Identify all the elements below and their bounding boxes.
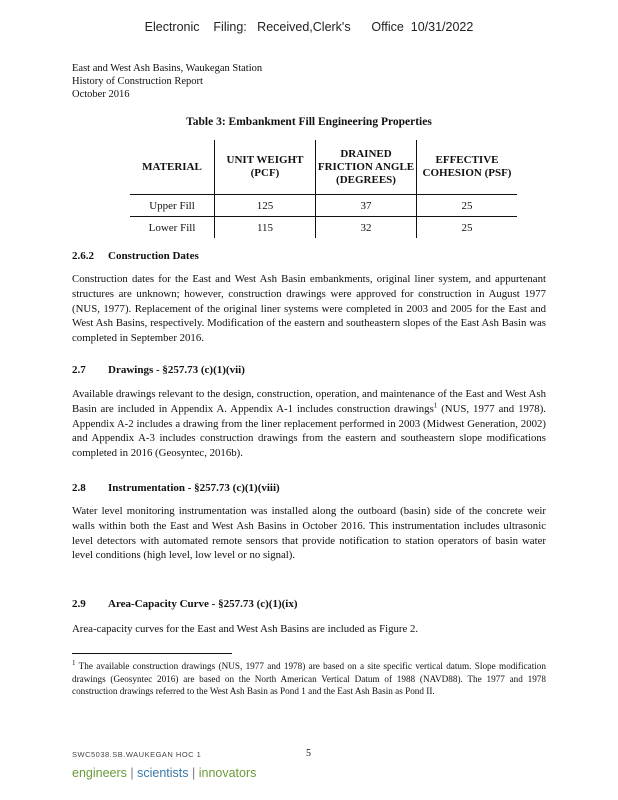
footer-tagline [72, 766, 256, 780]
section-title: Construction Dates [108, 250, 199, 262]
table-row [130, 195, 517, 217]
column-header: UNIT WEIGHT (PCF) [215, 140, 316, 195]
section-number: 2.7 [72, 364, 86, 376]
table-cell: 25 [417, 217, 518, 239]
engineering-properties-table [130, 140, 517, 238]
efiling-stamp: Electronic Filing: Received,Clerk's Office 10/31/2022 [144, 20, 474, 34]
footnote-reference[interactable]: 1 [433, 401, 438, 410]
paragraph-construction-dates: Construction dates for the East and West Ash Basin embankments, original liner system, and appurtenant structures are unknown; however, construction drawings were approved for construction in August 1977 (NUS, 1977). Replacement of the original liner systems were completed in 2003 and 2005 for the East and West Ash Basins, respectively. Modification of the eastern and southeastern slopes of the East Ash Basin was completed in September 2016. [72, 273, 546, 345]
section-heading-instrumentation [72, 482, 280, 494]
table-cell: Lower Fill [148, 221, 196, 234]
paragraph-text: Available drawings relevant to the design, construction, operation, and maintenance of the East and West Ash Basin are included in Appendix A. Appendix A-1 includes construction drawings [72, 388, 546, 415]
paragraph-drawings [72, 387, 546, 461]
tagline-separator: | [126, 766, 138, 780]
footnote-text: The available construction drawings (NUS, 1977 and 1978) are based on a site specific vertical datum. Slope modification drawings (Geosyntec 2016) are based on the North American Vertical Datum of 1988 (NAVD88). The 1977 and 1978 construction drawings referred to the West Ash Basin as Pond 1 and the East Ash Basin as Pond II. [72, 661, 546, 696]
paragraph-text: (NUS, 1977 and 1978). Appendix A-2 includes a drawing from the liner replacement performed in 2003 (Midwest Generation, 2002) and Appendix A-3 includes construction drawings from the eastern and southeastern slope modifications completed in 2016 (Geosyntec, 2016b). [72, 402, 546, 460]
table-cell: 32 [316, 217, 417, 239]
tagline-scientists: scientists [137, 766, 189, 780]
section-heading-area-capacity [72, 598, 298, 610]
tagline-separator: | [188, 766, 199, 780]
table-cell: 25 [417, 195, 518, 217]
section-title: Drawings - §257.73 (c)(1)(vii) [108, 364, 245, 376]
table-row [130, 217, 517, 239]
column-header: MATERIAL [130, 140, 215, 195]
table-cell: 115 [215, 217, 316, 239]
header-report-title: History of Construction Report [72, 76, 203, 87]
section-heading-construction-dates [72, 250, 199, 262]
section-title: Area-Capacity Curve - §257.73 (c)(1)(ix) [108, 598, 298, 610]
section-number: 2.6.2 [72, 250, 94, 262]
footer-document-code: SWC5038.SB.WAUKEGAN HOC 1 [72, 750, 202, 759]
header-date: October 2016 [72, 89, 130, 100]
table-cell: 37 [316, 195, 417, 217]
section-heading-drawings [72, 364, 245, 376]
header-project: East and West Ash Basins, Waukegan Station [72, 63, 263, 74]
paragraph-area-capacity: Area-capacity curves for the East and West Ash Basins are included as Figure 2. [72, 623, 419, 635]
column-header: EFFECTIVE COHESION (PSF) [417, 140, 518, 195]
footnote [72, 660, 546, 698]
section-number: 2.9 [72, 598, 86, 610]
section-title: Instrumentation - §257.73 (c)(1)(viii) [108, 482, 280, 494]
table-cell: Upper Fill [130, 195, 215, 217]
tagline-innovators: innovators [198, 766, 257, 780]
section-number: 2.8 [72, 482, 86, 494]
document-header [72, 62, 262, 101]
table-cell: 125 [215, 195, 316, 217]
table-title: Table 3: Embankment Fill Engineering Properties [186, 116, 432, 128]
footnote-number: 1 [72, 658, 76, 667]
column-header: DRAINED FRICTION ANGLE (DEGREES) [316, 140, 417, 195]
paragraph-instrumentation: Water level monitoring instrumentation was installed along the outboard (basin) side of the concrete weir walls within both the East and West Ash Basins in October 2016. This instrumentation includes ultrasonic level detectors with automated remote sensors that provide notification to station operators of basin water level conditions (high level, low level or no signal). [72, 505, 546, 562]
footnote-divider [72, 653, 232, 654]
page-number: 5 [306, 748, 311, 759]
tagline-engineers: engineers [72, 766, 127, 780]
